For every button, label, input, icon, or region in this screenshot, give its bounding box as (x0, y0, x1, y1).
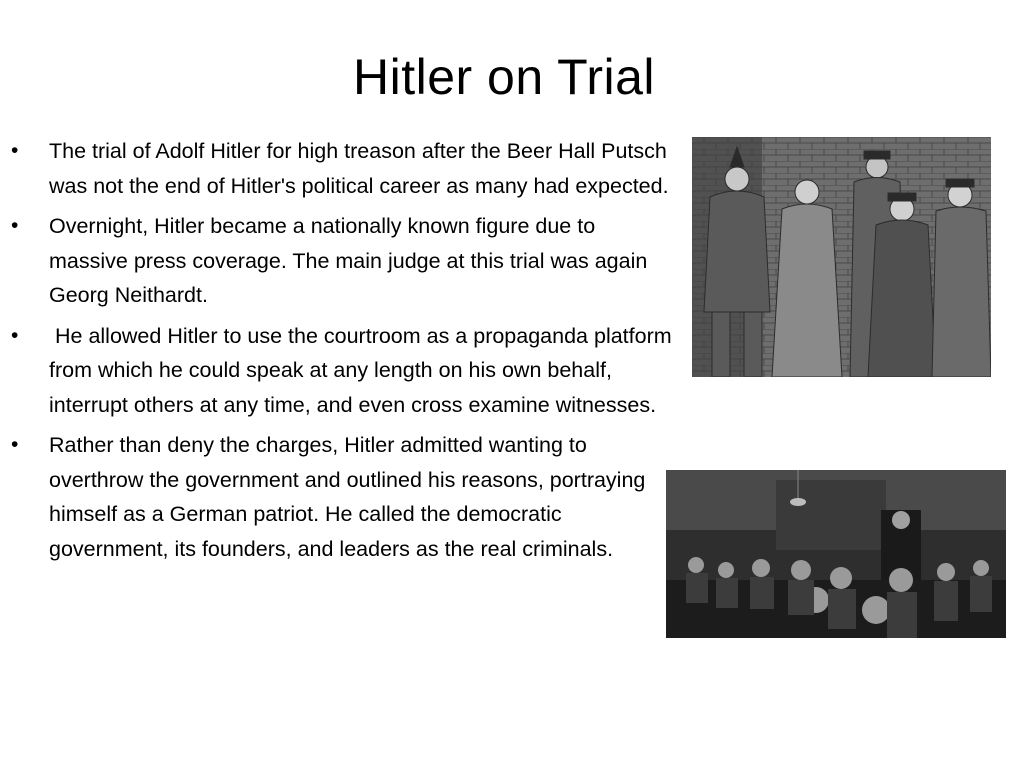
group-photo-illustration (692, 137, 991, 377)
bullet-list (0, 134, 676, 572)
bullet-text: Rather than deny the charges, Hitler admitted wanting to overthrow the government and outlined his reasons, portraying himself as a German patriot. He called the democratic government, its founders, and leaders as the real criminals. (49, 433, 646, 561)
bullet-text: Overnight, Hitler became a nationally known figure due to massive press coverage. The main judge at this trial was again Georg Neithardt. (49, 214, 648, 307)
slide-title: Hitler on Trial (352, 48, 656, 105)
bullet-item (0, 319, 676, 423)
bullet-item (0, 134, 676, 203)
courtroom-photo (666, 470, 1006, 638)
bullet-dot: • (11, 433, 19, 456)
bullet-dot: • (11, 323, 19, 347)
bullet-item (0, 428, 676, 566)
bullet-text: He allowed Hitler to use the courtroom as a propaganda platform from which he could speak at any length on his own behalf, interrupt others at any time, and even cross examine witnesses. (49, 323, 678, 417)
bullet-item (0, 209, 676, 313)
bullet-dot: • (11, 139, 19, 162)
bullet-dot: • (11, 214, 19, 237)
group-photo (692, 137, 991, 377)
courtroom-photo-illustration (666, 470, 1006, 638)
bullet-text: The trial of Adolf Hitler for high treason after the Beer Hall Putsch was not the end of Hitler's political career as many had expected. (49, 139, 669, 198)
